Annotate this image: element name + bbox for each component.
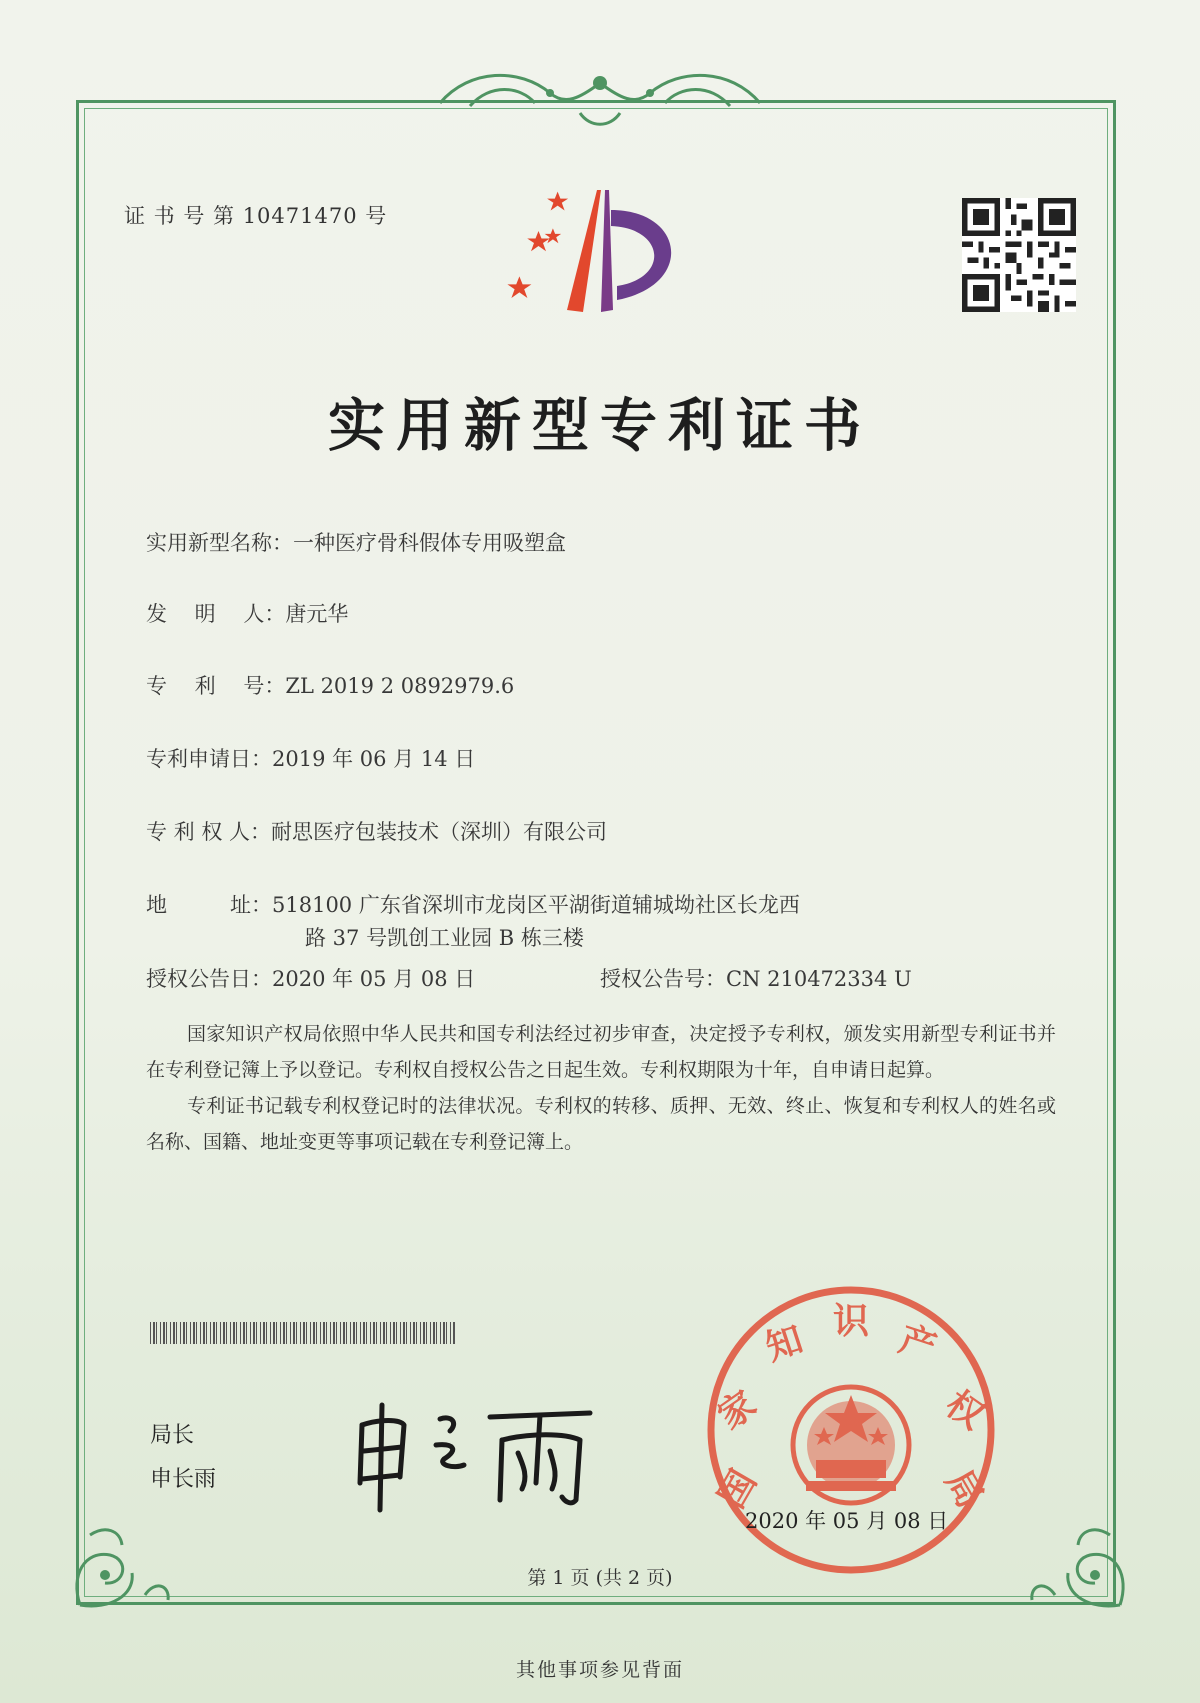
field-label: 专 利 号： [146,674,286,698]
svg-text:产: 产 [894,1318,942,1370]
field-label: 实用新型名称： [146,531,293,555]
field-value: ZL 2019 2 0892979.6 [285,674,515,698]
page-number: 第 1 页 (共 2 页) [527,1567,673,1589]
svg-text:知: 知 [760,1318,808,1370]
svg-text:局: 局 [937,1462,992,1516]
svg-text:国: 国 [710,1462,765,1516]
corner-ornament-bottom-right [1020,1495,1140,1615]
field-value: CN 210472334 U [726,967,912,991]
corner-ornament-bottom-left [60,1495,180,1615]
qr-code-icon [962,198,1076,312]
director-signature [340,1385,610,1515]
field-value: 一种医疗骨科假体专用吸塑盒 [293,531,566,555]
field-inventor [146,598,348,628]
top-ornament [430,58,770,138]
field-label: 地 址： [146,893,272,917]
seal-date: 2020 年 05 月 08 日 [745,1509,949,1533]
certificate-body [146,1016,1056,1160]
field-value: 2019 年 06 月 14 日 [272,747,476,771]
field-value: 耐思医疗包装技术（深圳）有限公司 [271,820,608,844]
field-application-date [146,743,475,773]
field-address [146,889,800,919]
field-value: 2020 年 05 月 08 日 [272,967,476,991]
field-label: 专 利 权 人： [146,820,272,844]
field-grant-number [600,963,912,993]
field-address-line2 [305,922,584,952]
field-label: 发 明 人： [146,602,286,626]
svg-text:家: 家 [710,1382,764,1438]
field-value: 518100 广东省深圳市龙岗区平湖街道辅城坳社区长龙西 [272,893,800,917]
svg-text:权: 权 [938,1382,992,1438]
field-label: 授权公告号： [600,967,726,991]
body-paragraph: 专利证书记载专利权登记时的法律状况。专利权的转移、质押、无效、终止、恢复和专利权人的姓名或名称、国籍、地址变更等事项记载在专利登记簿上。 [146,1095,1056,1153]
field-value: 唐元华 [285,602,349,626]
cnipa-logo-icon [505,190,705,340]
body-paragraph: 国家知识产权局依照中华人民共和国专利法经过初步审查，决定授予专利权，颁发实用新型专利证书并在专利登记簿上予以登记。专利权自授权公告之日起生效。专利权期限为十年，自申请日起算。 [146,1023,1056,1081]
field-label: 授权公告日： [146,967,272,991]
field-utility-model-name [146,527,566,557]
field-label: 专利申请日： [146,747,272,771]
field-patent-number [146,670,514,700]
certificate-title: 实用新型专利证书 [328,392,872,459]
director-title: 局长 [150,1423,195,1448]
field-value: 路 37 号凯创工业园 B 栋三楼 [305,926,584,950]
barcode-icon [150,1322,455,1344]
certificate-number: 证 书 号 第 10471470 号 [124,204,388,228]
svg-text:识: 识 [832,1300,870,1342]
footer-note: 其他事项参见背面 [515,1659,684,1681]
field-patentee [146,816,607,846]
field-grant-date [146,963,475,993]
director-name: 申长雨 [150,1467,217,1492]
